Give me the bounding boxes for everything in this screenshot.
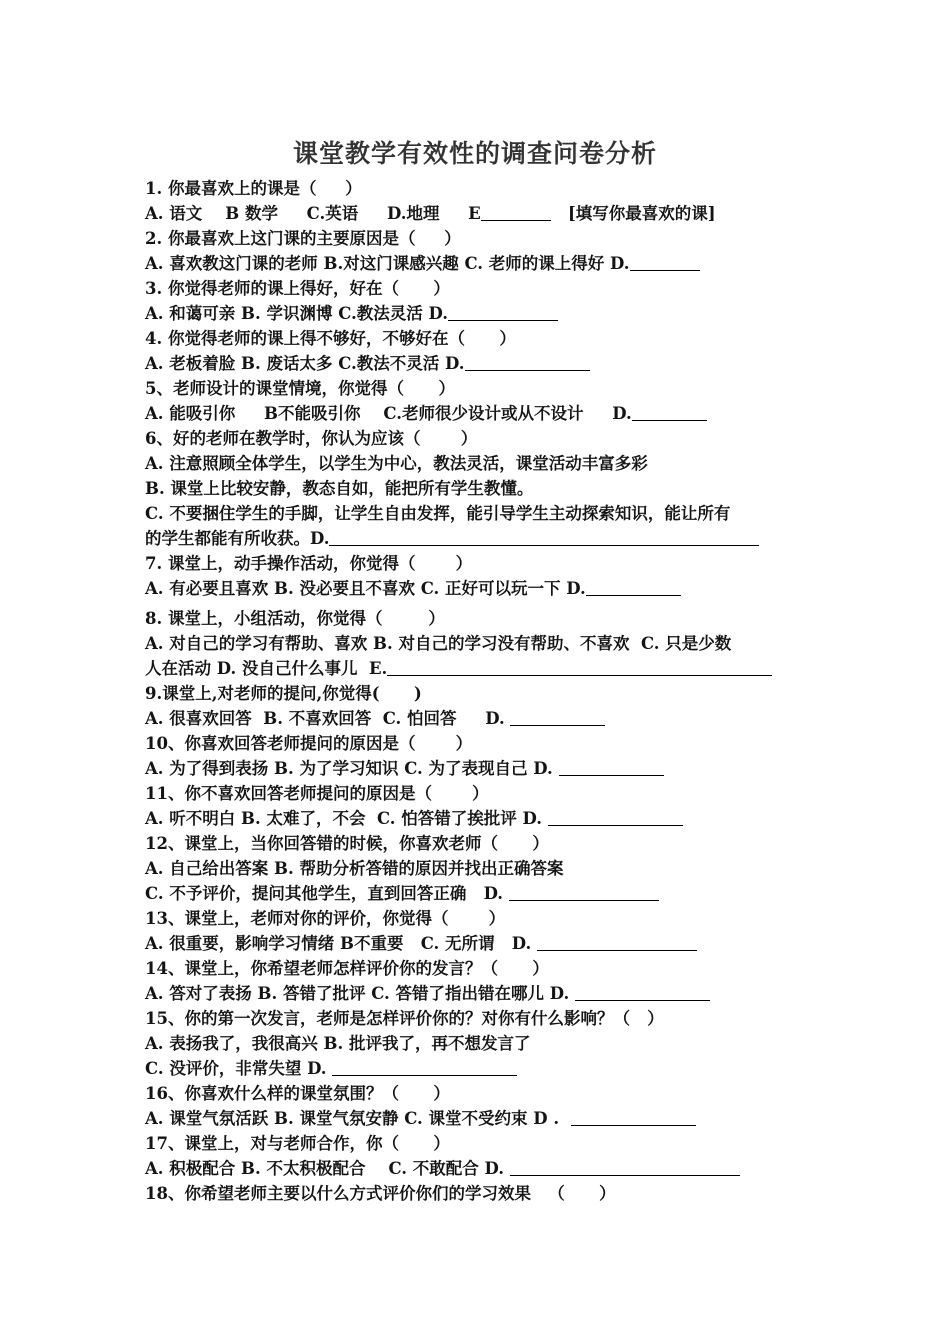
question-line xyxy=(145,1184,616,1204)
answer-blank[interactable] xyxy=(509,885,659,901)
answer-options-line xyxy=(145,709,605,729)
line-text: A. 和蔼可亲 B. 学识渊博 C.教法灵活 D. xyxy=(145,304,449,323)
line-text: 3. 你觉得老师的课上得好，好在（ ） xyxy=(145,279,450,298)
line-text: A. 很喜欢回答 B. 不喜欢回答 C. 怕回答 D. xyxy=(145,709,511,728)
question-line xyxy=(145,834,549,854)
line-text: 1. 你最喜欢上的课是（ ） xyxy=(145,179,362,198)
line-text: 13、课堂上，老师对你的评价，你觉得（ ） xyxy=(145,909,506,928)
answer-blank[interactable] xyxy=(448,305,558,321)
line-text: 2. 你最喜欢上这门课的主要原因是（ ） xyxy=(145,229,461,248)
answer-options-line xyxy=(145,634,731,654)
answer-blank[interactable] xyxy=(510,710,605,726)
answer-blank[interactable] xyxy=(465,355,590,371)
question-line xyxy=(145,609,445,629)
question-line xyxy=(145,1134,450,1154)
answer-options-line xyxy=(145,1034,530,1054)
answer-options-line xyxy=(145,404,707,424)
line-text: A. 能吸引你 B不能吸引你 C.老师很少设计或从不设计 D. xyxy=(145,404,632,423)
line-text: 18、你希望老师主要以什么方式评价你们的学习效果 （ ） xyxy=(145,1184,616,1203)
answer-options-line xyxy=(145,304,558,324)
answer-options-line xyxy=(145,504,730,524)
line-text: 15、你的第一次发言，老师是怎样评价你的？对你有什么影响？（ ） xyxy=(145,1009,664,1028)
line-text: A. 积极配合 B. 不太积极配合 C. 不敢配合 D. xyxy=(145,1159,510,1178)
line-note: [填写你最喜欢的课] xyxy=(550,204,716,223)
question-line xyxy=(145,279,450,299)
line-text: A. 答对了表扬 B. 答错了批评 C. 答错了指出错在哪儿 D. xyxy=(145,984,575,1003)
answer-blank[interactable] xyxy=(559,760,664,776)
question-line xyxy=(145,1009,664,1029)
line-text: 8. 课堂上，小组活动，你觉得（ ） xyxy=(145,609,445,628)
answer-options-line xyxy=(145,759,664,779)
answer-options-line xyxy=(145,454,648,474)
answer-blank[interactable] xyxy=(537,935,697,951)
line-text: A. 对自己的学习有帮助、喜欢 B. 对自己的学习没有帮助、不喜欢 C. 只是少数 xyxy=(145,634,732,653)
answer-blank[interactable] xyxy=(548,810,683,826)
line-text: 4. 你觉得老师的课上得不够好，不够好在（ ） xyxy=(145,329,516,348)
answer-options-line xyxy=(145,354,590,374)
line-text: 的学生都能有所收获。D. xyxy=(145,529,330,548)
question-line xyxy=(145,379,455,399)
line-text: A. 表扬我了，我很高兴 B. 批评我了，再不想发言了 xyxy=(145,1034,531,1053)
answer-options-line xyxy=(145,579,681,599)
question-line xyxy=(145,329,516,349)
answer-blank[interactable] xyxy=(632,405,707,421)
question-line xyxy=(145,684,422,704)
answer-options-line xyxy=(145,984,710,1004)
question-line xyxy=(145,229,461,249)
answer-options-line xyxy=(145,809,683,829)
line-text: 5、老师设计的课堂情境，你觉得（ ） xyxy=(145,379,455,398)
question-line xyxy=(145,959,549,979)
answer-blank[interactable] xyxy=(329,530,759,546)
line-text: 人在活动 D. 没自己什么事儿 E. xyxy=(145,659,388,678)
question-line xyxy=(145,1084,450,1104)
line-text: A. 为了得到表扬 B. 为了学习知识 C. 为了表现自己 D. xyxy=(145,759,559,778)
answer-options-line xyxy=(145,529,759,549)
line-text: A. 语文 B 数学 C.英语 D.地理 E xyxy=(145,204,481,223)
page-title: 课堂教学有效性的调查问卷分析 xyxy=(292,139,657,168)
answer-options-line xyxy=(145,479,533,499)
line-text: A. 听不明白 B. 太难了，不会 C. 怕答错了挨批评 D. xyxy=(145,809,548,828)
answer-options-line xyxy=(145,254,700,274)
answer-options-line xyxy=(145,934,697,954)
answer-blank[interactable] xyxy=(481,205,551,221)
answer-blank[interactable] xyxy=(586,580,681,596)
line-text: 12、课堂上，当你回答错的时候，你喜欢老师（ ） xyxy=(145,834,549,853)
line-text: 16、你喜欢什么样的课堂氛围？（ ） xyxy=(145,1084,450,1103)
answer-options-line xyxy=(145,884,659,904)
question-line xyxy=(145,429,477,449)
line-text: 6、好的老师在教学时，你认为应该（ ） xyxy=(145,429,478,448)
answer-blank[interactable] xyxy=(575,985,710,1001)
answer-blank[interactable] xyxy=(510,1160,740,1176)
line-text: A. 有必要且喜欢 B. 没必要且不喜欢 C. 正好可以玩一下 D. xyxy=(145,579,586,598)
line-text: 10、你喜欢回答老师提问的原因是（ ） xyxy=(145,734,473,753)
answer-blank[interactable] xyxy=(630,255,700,271)
line-text: A. 自己给出答案 B. 帮助分析答错的原因并找出正确答案 xyxy=(145,859,564,878)
line-text: 17、课堂上，对与老师合作，你（ ） xyxy=(145,1134,450,1153)
line-text: 14、课堂上，你希望老师怎样评价你的发言？（ ） xyxy=(145,959,549,978)
line-text: A. 课堂气氛活跃 B. 课堂气氛安静 C. 课堂不受约束 D . xyxy=(145,1109,571,1128)
line-text: C. 不要捆住学生的手脚，让学生自由发挥，能引导学生主动探索知识，能让所有 xyxy=(145,504,731,523)
answer-blank[interactable] xyxy=(571,1110,696,1126)
question-line xyxy=(145,784,489,804)
line-text: 7. 课堂上，动手操作活动，你觉得（ ） xyxy=(145,554,473,573)
line-text: C. 没评价，非常失望 D. xyxy=(145,1059,333,1078)
answer-options-line xyxy=(145,1109,696,1129)
line-text: A. 注意照顾全体学生，以学生为中心，教法灵活，课堂活动丰富多彩 xyxy=(145,454,648,473)
answer-blank[interactable] xyxy=(332,1060,517,1076)
question-line xyxy=(145,734,472,754)
line-text: 9.课堂上,对老师的提问,你觉得( ) xyxy=(145,684,422,703)
line-text: B. 课堂上比较安静，教态自如，能把所有学生教懂。 xyxy=(145,479,534,498)
answer-options-line xyxy=(145,659,772,679)
answer-options-line xyxy=(145,859,563,879)
answer-blank[interactable] xyxy=(387,660,772,676)
line-text: 11、你不喜欢回答老师提问的原因是（ ） xyxy=(145,784,489,803)
answer-options-line xyxy=(145,204,716,224)
line-text: C. 不予评价，提问其他学生，直到回答正确 D. xyxy=(145,884,509,903)
line-text: A. 很重要，影响学习情绪 B不重要 C. 无所谓 D. xyxy=(145,934,537,953)
line-text: A. 喜欢教这门课的老师 B.对这门课感兴趣 C. 老师的课上得好 D. xyxy=(145,254,630,273)
question-line xyxy=(145,909,505,929)
question-line xyxy=(145,554,472,574)
question-line xyxy=(145,179,362,199)
answer-options-line xyxy=(145,1159,740,1179)
answer-options-line xyxy=(145,1059,517,1079)
line-text: A. 老板着脸 B. 废话太多 C.教法不灵活 D. xyxy=(145,354,465,373)
